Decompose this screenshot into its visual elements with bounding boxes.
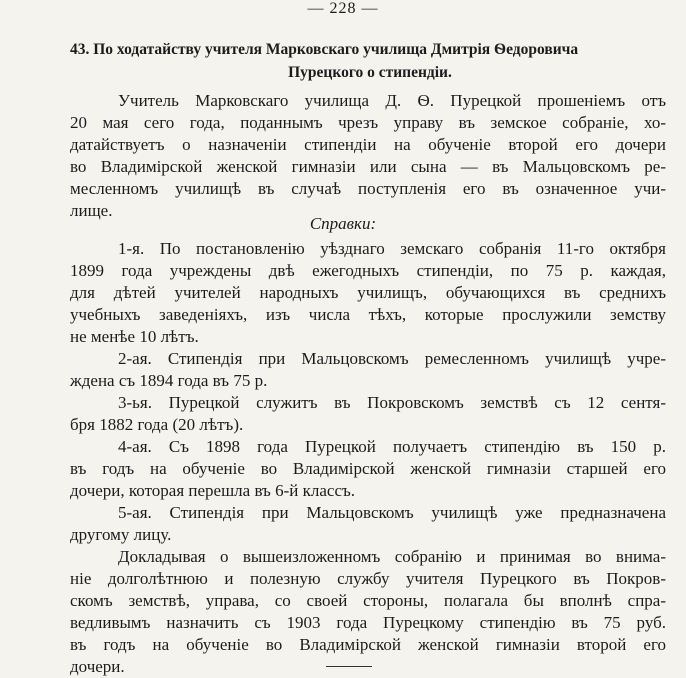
text-line: не менѣе 10 лѣтъ. [70,327,199,346]
conclusion-paragraph [70,546,666,678]
text-line: въ годъ на обученіе во Владимірской женской гимназіи старшей его [70,459,666,478]
section-heading [70,38,670,84]
text-line: въ годъ на обученіе во Владимірской женской гимназіи второй его [70,635,666,654]
text-line: месленномъ училищѣ въ случаѣ поступленія его въ означенное учи- [70,179,666,198]
reference-item-4 [70,436,666,502]
text-line: 20 мая сего года, поданнымъ чрезъ управу въ земское собраніе, хо- [70,113,666,132]
references-subheading: Справки: [309,214,377,233]
text-line: Учитель Марковскаго училища Д. Ѳ. Пурецкой прошеніемъ отъ [118,91,666,110]
text-line: 2-ая. Стипендія при Мальцовскомъ ремесленномъ училищѣ учре- [118,349,666,368]
text-line: бря 1882 года (20 лѣтъ). [70,415,244,434]
text-line: ніе долголѣтнюю и полезную службу учителя Пурецкого въ Покров- [70,569,666,588]
section-end-divider [326,666,372,667]
text-line: 1899 года учреждены двѣ ежегодныхъ стипендіи, по 75 р. каждая, [70,261,666,280]
reference-item-5 [70,502,666,546]
text-line: 3-ья. Пурецкой служитъ въ Покровскомъ земствѣ съ 12 сентя- [118,393,666,412]
text-line: датайствуетъ о назначеніи стипендіи на обученіе второй его дочери [70,135,666,154]
text-line: 1-я. По постановленію уѣзднаго земскаго собранія 11-го октября [118,239,666,258]
text-line: скомъ земствѣ, управа, со своей стороны, полагала бы вполнѣ спра- [70,591,666,610]
text-line: дочери. [70,657,125,676]
reference-item-3 [70,392,666,436]
reference-item-1 [70,238,666,348]
section-heading-line-2: Пурецкого о стипендіи. [288,64,452,81]
intro-paragraph [70,90,666,222]
page-number: — 228 — [307,0,379,17]
text-line: 4-ая. Съ 1898 года Пурецкой получаетъ стипендію въ 150 р. [118,437,666,456]
text-line: ждена съ 1894 года въ 75 р. [70,371,268,390]
text-line: 5-ая. Стипендія при Мальцовскомъ училищѣ уже предназначена [118,503,666,522]
text-line: ведливымъ назначить съ 1903 года Пурецкому стипендію въ 75 руб. [70,613,666,632]
section-heading-line-1: 43. По ходатайству учителя Марковскаго училища Дмитрія Ѳедоровича [70,41,579,58]
text-line: учебныхъ заведеніяхъ, изъ числа тѣхъ, которые прослужили земству [70,305,666,324]
text-line: лище. [70,201,113,220]
reference-item-2 [70,348,666,392]
text-line: другому лицу. [70,525,172,544]
text-line: для дѣтей учителей народныхъ училищъ, обучающихся въ среднихъ [70,283,666,302]
text-line: дочери, которая перешла въ 6-й классъ. [70,481,356,500]
text-line: Докладывая о вышеизложенномъ собранію и принимая во внима- [118,547,666,566]
text-line: во Владимірской женской гимназіи или сына — въ Мальцовскомъ ре- [70,157,666,176]
